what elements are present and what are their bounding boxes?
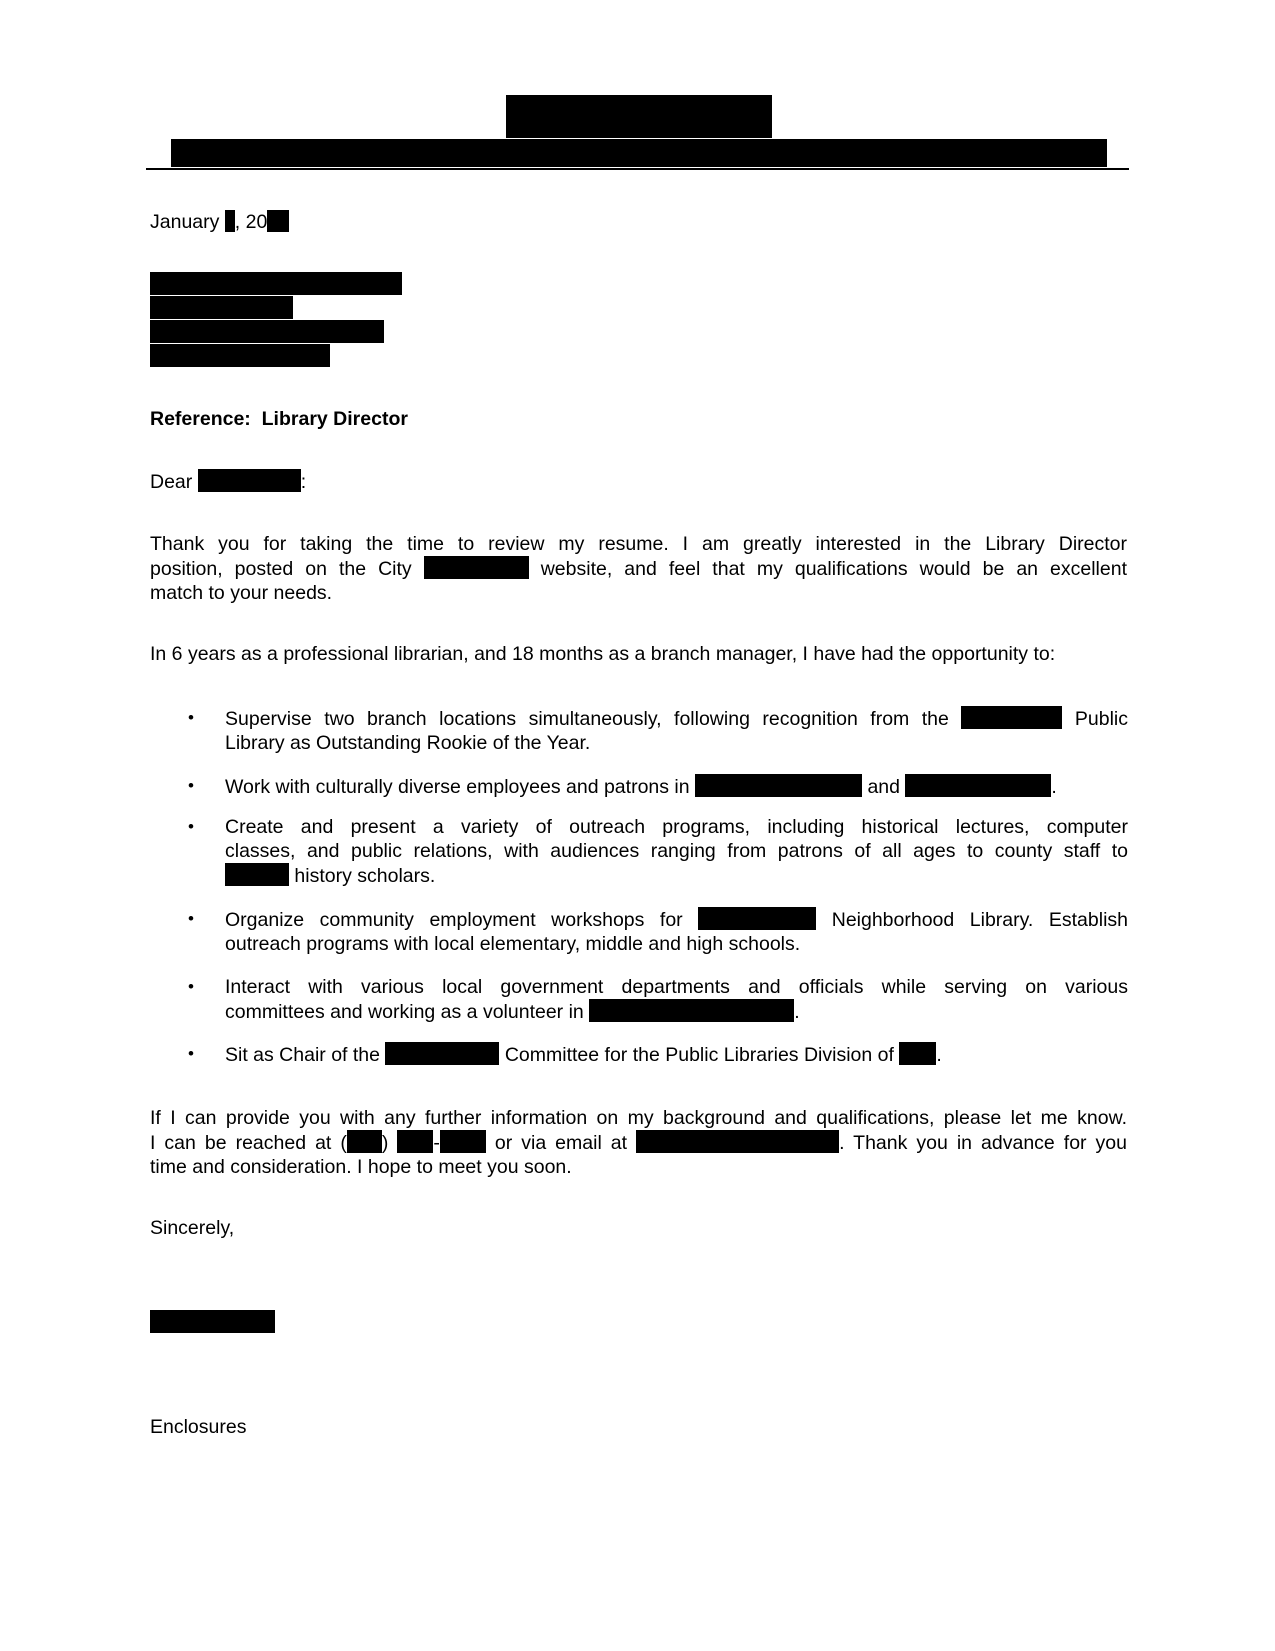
letter-date [150, 210, 289, 234]
bullet-dot: • [188, 977, 194, 996]
bullet-4-line-1 [225, 907, 1128, 932]
intro-line-2 [150, 556, 1127, 581]
date-sep: , [234, 211, 246, 233]
signature-name-redacted [150, 1310, 275, 1333]
bullet-1-line-1b: Public [1074, 708, 1129, 730]
bullet-6-text-c: . [936, 1044, 942, 1066]
bullet-3-line-2: classes, and public relations, with audiences ranging from patrons of all ages to county staff to [225, 840, 1128, 862]
bullet-2-text-a: Work with culturally diverse employees and patrons in [225, 776, 690, 798]
intro-line-1: Thank you for taking the time to review my resume. I am greatly interested in the Library Director [150, 533, 1127, 555]
bullet-dot: • [188, 909, 194, 928]
date-month: January [150, 211, 220, 233]
enclosures: Enclosures [150, 1416, 247, 1438]
bullet-dot: • [188, 776, 194, 795]
area-code-redacted [347, 1130, 382, 1153]
library-name-redacted [961, 706, 1062, 729]
salutation-word: Dear [150, 471, 193, 493]
intro-line-2a: position, posted on the City [150, 558, 412, 580]
recipient-line-4-redacted [150, 344, 330, 367]
phone-prefix-redacted [397, 1130, 433, 1153]
committee-name-redacted [385, 1042, 499, 1065]
closing: Sincerely, [150, 1217, 235, 1239]
location-2-redacted [905, 774, 1051, 797]
bullet-3-line-1: Create and present a variety of outreach programs, including historical lectures, computer [225, 816, 1128, 838]
contact-line-2c: - [433, 1132, 440, 1154]
reference-value: Library Director [261, 408, 408, 430]
bullet-1-line-1a: Supervise two branch locations simultaneously, following recognition from the [225, 708, 949, 730]
bullet-5-line-2-end: . [794, 1001, 800, 1023]
contact-line-1: If I can provide you with any further information on my background and qualifications, please let me know. [150, 1107, 1127, 1129]
bullet-5-line-1: Interact with various local government departments and officials while serving on various [225, 976, 1128, 998]
salutation [150, 469, 306, 494]
bullet-1-line-2: Library as Outstanding Rookie of the Year. [225, 732, 591, 754]
bullet-5-line-2-text: committees and working as a volunteer in [225, 1001, 584, 1023]
bullet-dot: • [188, 1044, 194, 1063]
intro-line-3: match to your needs. [150, 582, 333, 604]
bullet-4-line-1b: Neighborhood Library. Establish [831, 909, 1128, 931]
recipient-line-2-redacted [150, 296, 293, 319]
recipient-line-1-redacted [150, 272, 402, 295]
reference-line [150, 407, 408, 431]
paragraph-contact [150, 1106, 1127, 1179]
salutation-name-redacted [198, 469, 301, 492]
recipient-line-3-redacted [150, 320, 384, 343]
region-redacted [225, 863, 289, 886]
contact-line-2 [150, 1130, 1127, 1155]
neighborhood-redacted [698, 907, 816, 930]
paragraph-experience: In 6 years as a professional librarian, and 18 months as a branch manager, I have had the opportunity to: [150, 643, 1056, 665]
salutation-punct: : [300, 471, 307, 493]
bullet-dot: • [188, 708, 194, 727]
bullet-4-line-2: outreach programs with local elementary, middle and high schools. [225, 933, 801, 955]
phone-number-redacted [440, 1130, 486, 1153]
date-day-redacted [225, 210, 235, 232]
bullet-3-line-3-text: history scholars. [294, 865, 436, 887]
contact-line-2a: I can be reached at ( [150, 1132, 347, 1154]
city-name-redacted [424, 556, 529, 579]
contact-line-2b: ) [381, 1132, 389, 1154]
location-1-redacted [695, 774, 862, 797]
reference-label: Reference: [150, 408, 251, 430]
letterhead-rule [146, 168, 1129, 170]
bullet-2-text-c: . [1051, 776, 1057, 798]
contact-line-2d: or via email at [494, 1132, 628, 1154]
contact-line-3: time and consideration. I hope to meet you soon. [150, 1156, 572, 1178]
bullet-dot: • [188, 817, 194, 836]
paragraph-intro [150, 532, 1127, 605]
bullet-4-line-1a: Organize community employment workshops for [225, 909, 683, 931]
bullet-5-line-2 [225, 999, 1128, 1024]
intro-line-2b: website, and feel that my qualifications would be an excellent [540, 558, 1127, 580]
bullet-2-text-b: and [867, 776, 900, 798]
organization-redacted [589, 999, 794, 1022]
association-redacted [899, 1042, 936, 1065]
bullet-3-line-3 [225, 863, 1128, 888]
bullet-1-line-1 [225, 706, 1128, 731]
date-century: 20 [245, 211, 268, 233]
email-redacted [636, 1130, 839, 1153]
letterhead-name-redacted [506, 95, 772, 138]
letterhead-contact-redacted [171, 139, 1107, 167]
bullet-6-text-b: Committee for the Public Libraries Division of [504, 1044, 894, 1066]
date-year-redacted [267, 210, 289, 232]
bullet-6-text-a: Sit as Chair of the [225, 1044, 380, 1066]
contact-line-2e: . Thank you in advance for you [839, 1132, 1127, 1154]
